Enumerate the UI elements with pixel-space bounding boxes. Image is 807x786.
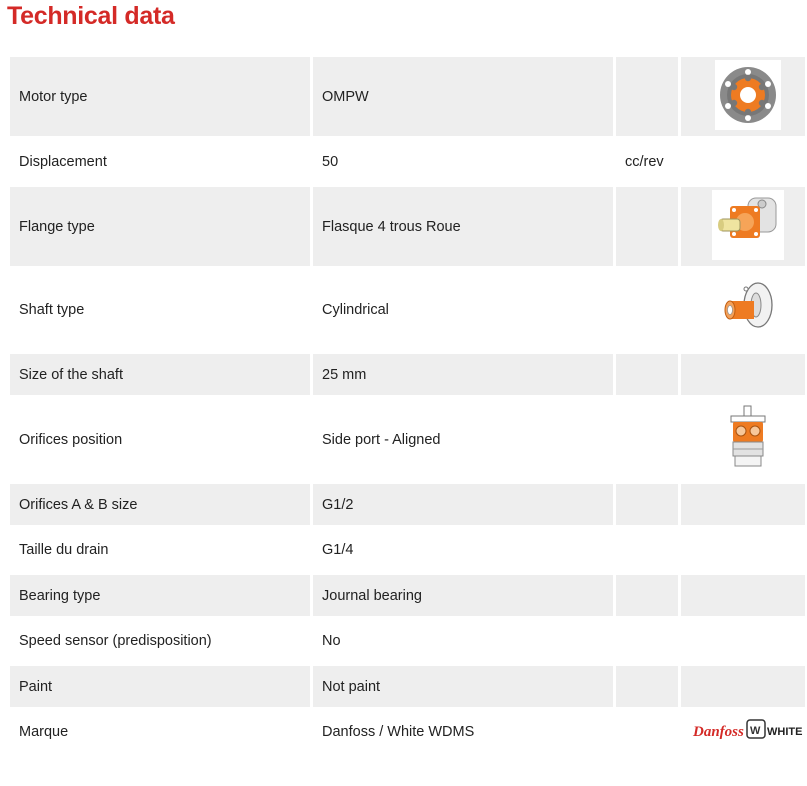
row-value: Side port - Aligned xyxy=(322,431,441,448)
row-unit xyxy=(616,666,678,707)
table-row xyxy=(10,354,805,395)
row-label: Paint xyxy=(10,666,310,707)
page-title: Technical data xyxy=(7,2,175,30)
row-unit xyxy=(616,187,678,266)
row-value: 50 xyxy=(322,153,339,170)
svg-text:WHITE: WHITE xyxy=(766,726,802,738)
table-row xyxy=(10,269,805,351)
svg-text:Danfoss: Danfoss xyxy=(692,724,744,740)
table-row xyxy=(10,398,805,481)
table-row xyxy=(10,57,805,136)
technical-data-table xyxy=(7,54,807,757)
wheel-flange-motor-icon xyxy=(712,190,784,264)
row-value: Not paint xyxy=(313,666,613,707)
row-unit xyxy=(616,484,678,525)
row-label: Flange type xyxy=(10,187,310,266)
row-unit xyxy=(616,619,678,663)
row-label: Orifices A & B size xyxy=(10,484,310,525)
cylindrical-shaft-icon xyxy=(716,279,780,341)
row-value: OMPW xyxy=(313,57,613,136)
row-label: Size of the shaft xyxy=(10,354,310,395)
row-label: Orifices position xyxy=(19,431,123,448)
row-value: No xyxy=(322,633,341,649)
row-label: Shaft type xyxy=(19,302,85,318)
svg-text:W: W xyxy=(749,725,760,737)
table-row xyxy=(10,528,805,572)
row-label: Marque xyxy=(19,724,69,740)
table-row xyxy=(10,710,805,754)
row-value: Cylindrical xyxy=(322,302,389,318)
side-port-aligned-icon xyxy=(723,404,773,476)
row-unit xyxy=(616,710,678,754)
row-unit xyxy=(616,528,678,572)
table-row xyxy=(10,575,805,616)
rotor-gear-icon xyxy=(715,60,781,134)
table-row xyxy=(10,619,805,663)
table-row xyxy=(10,666,805,707)
table-row xyxy=(10,187,805,266)
table-row xyxy=(10,484,805,525)
row-value: 25 mm xyxy=(313,354,613,395)
row-label: Taille du drain xyxy=(19,542,109,558)
row-value: G1/2 xyxy=(313,484,613,525)
table-row xyxy=(10,139,805,184)
danfoss-white-logo xyxy=(692,717,804,747)
row-label: Speed sensor (predisposition) xyxy=(19,633,212,649)
row-label: Bearing type xyxy=(10,575,310,616)
row-label: Displacement xyxy=(19,153,107,170)
row-value: Danfoss / White WDMS xyxy=(322,724,475,740)
row-unit xyxy=(616,354,678,395)
row-unit xyxy=(616,269,678,351)
row-unit xyxy=(616,57,678,136)
row-unit xyxy=(616,398,678,481)
row-unit xyxy=(616,575,678,616)
row-value: Flasque 4 trous Roue xyxy=(313,187,613,266)
row-value: G1/4 xyxy=(322,542,354,558)
row-value: Journal bearing xyxy=(313,575,613,616)
row-label: Motor type xyxy=(10,57,310,136)
row-unit: cc/rev xyxy=(625,153,664,170)
